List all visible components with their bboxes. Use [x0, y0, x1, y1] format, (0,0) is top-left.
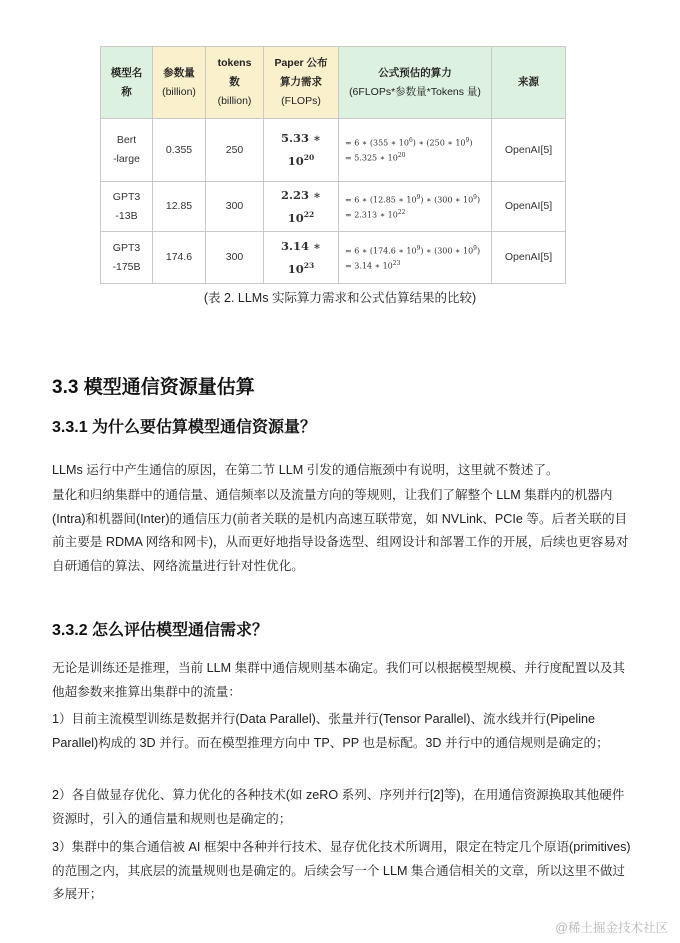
header-tokens: tokens 数 (billion): [206, 47, 264, 119]
table-caption: (表 2. LLMs 实际算力需求和公式估算结果的比较): [203, 291, 477, 305]
paragraph: 1）目前主流模型训练是数据并行(Data Parallel)、张量并行(Tensor Parallel)、流水线并行(Pipeline Parallel)构成的 3D 并行。而在模型推理方向中 TP、PP 也是标配。3D 并行中的通信规则是确定的；: [52, 712, 609, 750]
paragraph: 2）各自做显存优化、算力优化的各种技术(如 zeRO 系列、序列并行[2]等)，在用通信资源换取其他硬件资源时，引入的通信量和规则也是确定的；: [52, 788, 625, 826]
cell-formula: = 6 ∗ (12.85 ∗ $10^9$) ∗ (300 ∗ $10^9$) = 2.313 ∗ $10^{22}$: [339, 182, 492, 232]
cell-paper-flops: 2.23 ∗ $10^{22}$: [264, 182, 339, 232]
header-formula: 公式预估的算力 (6FLOPs*参数量*Tokens 量): [339, 47, 492, 119]
cell-params: 12.85: [153, 182, 206, 232]
cell-tokens: 300: [206, 182, 264, 232]
subsection-title-2: 3.3.2 怎么评估模型通信需求？: [52, 622, 269, 639]
section-title: 3.3 模型通信资源量估算: [52, 377, 255, 398]
cell-formula: = 6 ∗ (174.6 ∗ $10^9$) ∗ (300 ∗ $10^9$) = 3.14 ∗ $10^{23}$: [339, 232, 492, 284]
cell-source: OpenAI[5]: [492, 119, 566, 182]
cell-paper-flops: 5.33 ∗ $10^{20}$: [264, 119, 339, 182]
paragraph: 无论是训练还是推理，当前 LLM 集群中通信规则基本确定。我们可以根据模型规模、并行度配置以及其他超参数来推算出集群中的流量：: [52, 661, 626, 699]
cell-model: GPT3 -175B: [101, 232, 153, 284]
header-model: 模型名 称: [101, 47, 153, 119]
header-paper-flops: Paper 公布 算力需求 (FLOPs): [264, 47, 339, 119]
paragraph: 量化和归纳集群中的通信量、通信频率以及流量方向的等规则，让我们了解整个 LLM 集群内的机器内(Intra)和机器间(Inter)的通信压力(前者关联的是机内高速互联带宽，如 NVLink、PCIe 等。后者关联的目前主要是 RDMA 网络和网卡)，从而更好地指导设备选型、组网设计和部署工作的开展，后续也更容易对自研通信的算法、网络流量进行针对性优化。: [52, 488, 629, 573]
cell-paper-flops: 3.14 ∗ $10^{23}$: [264, 232, 339, 284]
table-row: [101, 182, 566, 232]
header-params: 参数量 (billion): [153, 47, 206, 119]
paragraph: LLMs 运行中产生通信的原因，在第二节 LLM 引发的通信瓶颈中有说明，这里就不赘述了。: [52, 463, 559, 477]
table-header-row: [101, 47, 566, 119]
header-source: 来源: [492, 47, 566, 119]
cell-params: 174.6: [153, 232, 206, 284]
subsection-title-1: 3.3.1 为什么要估算模型通信资源量？: [52, 419, 317, 436]
cell-source: OpenAI[5]: [492, 232, 566, 284]
cell-params: 0.355: [153, 119, 206, 182]
cell-model: GPT3 -13B: [101, 182, 153, 232]
comparison-table: [100, 46, 565, 284]
table-row: [101, 119, 566, 182]
cell-model: Bert -large: [101, 119, 153, 182]
cell-tokens: 300: [206, 232, 264, 284]
paragraph: 3）集群中的集合通信被 AI 框架中各种并行技术、显存优化技术所调用，限定在特定几个原语(primitives)的范围之内，其底层的流量规则也是确定的。后续会写一个 LLM 集合通信相关的文章，所以这里不做过多展开；: [52, 840, 631, 901]
watermark: @稀土掘金技术社区: [555, 921, 668, 935]
cell-tokens: 250: [206, 119, 264, 182]
table-row: [101, 232, 566, 284]
cell-formula: = 6 ∗ (355 ∗ $10^6$) ∗ (250 ∗ $10^9$) = 5.325 ∗ $10^{20}$: [339, 119, 492, 182]
cell-source: OpenAI[5]: [492, 182, 566, 232]
